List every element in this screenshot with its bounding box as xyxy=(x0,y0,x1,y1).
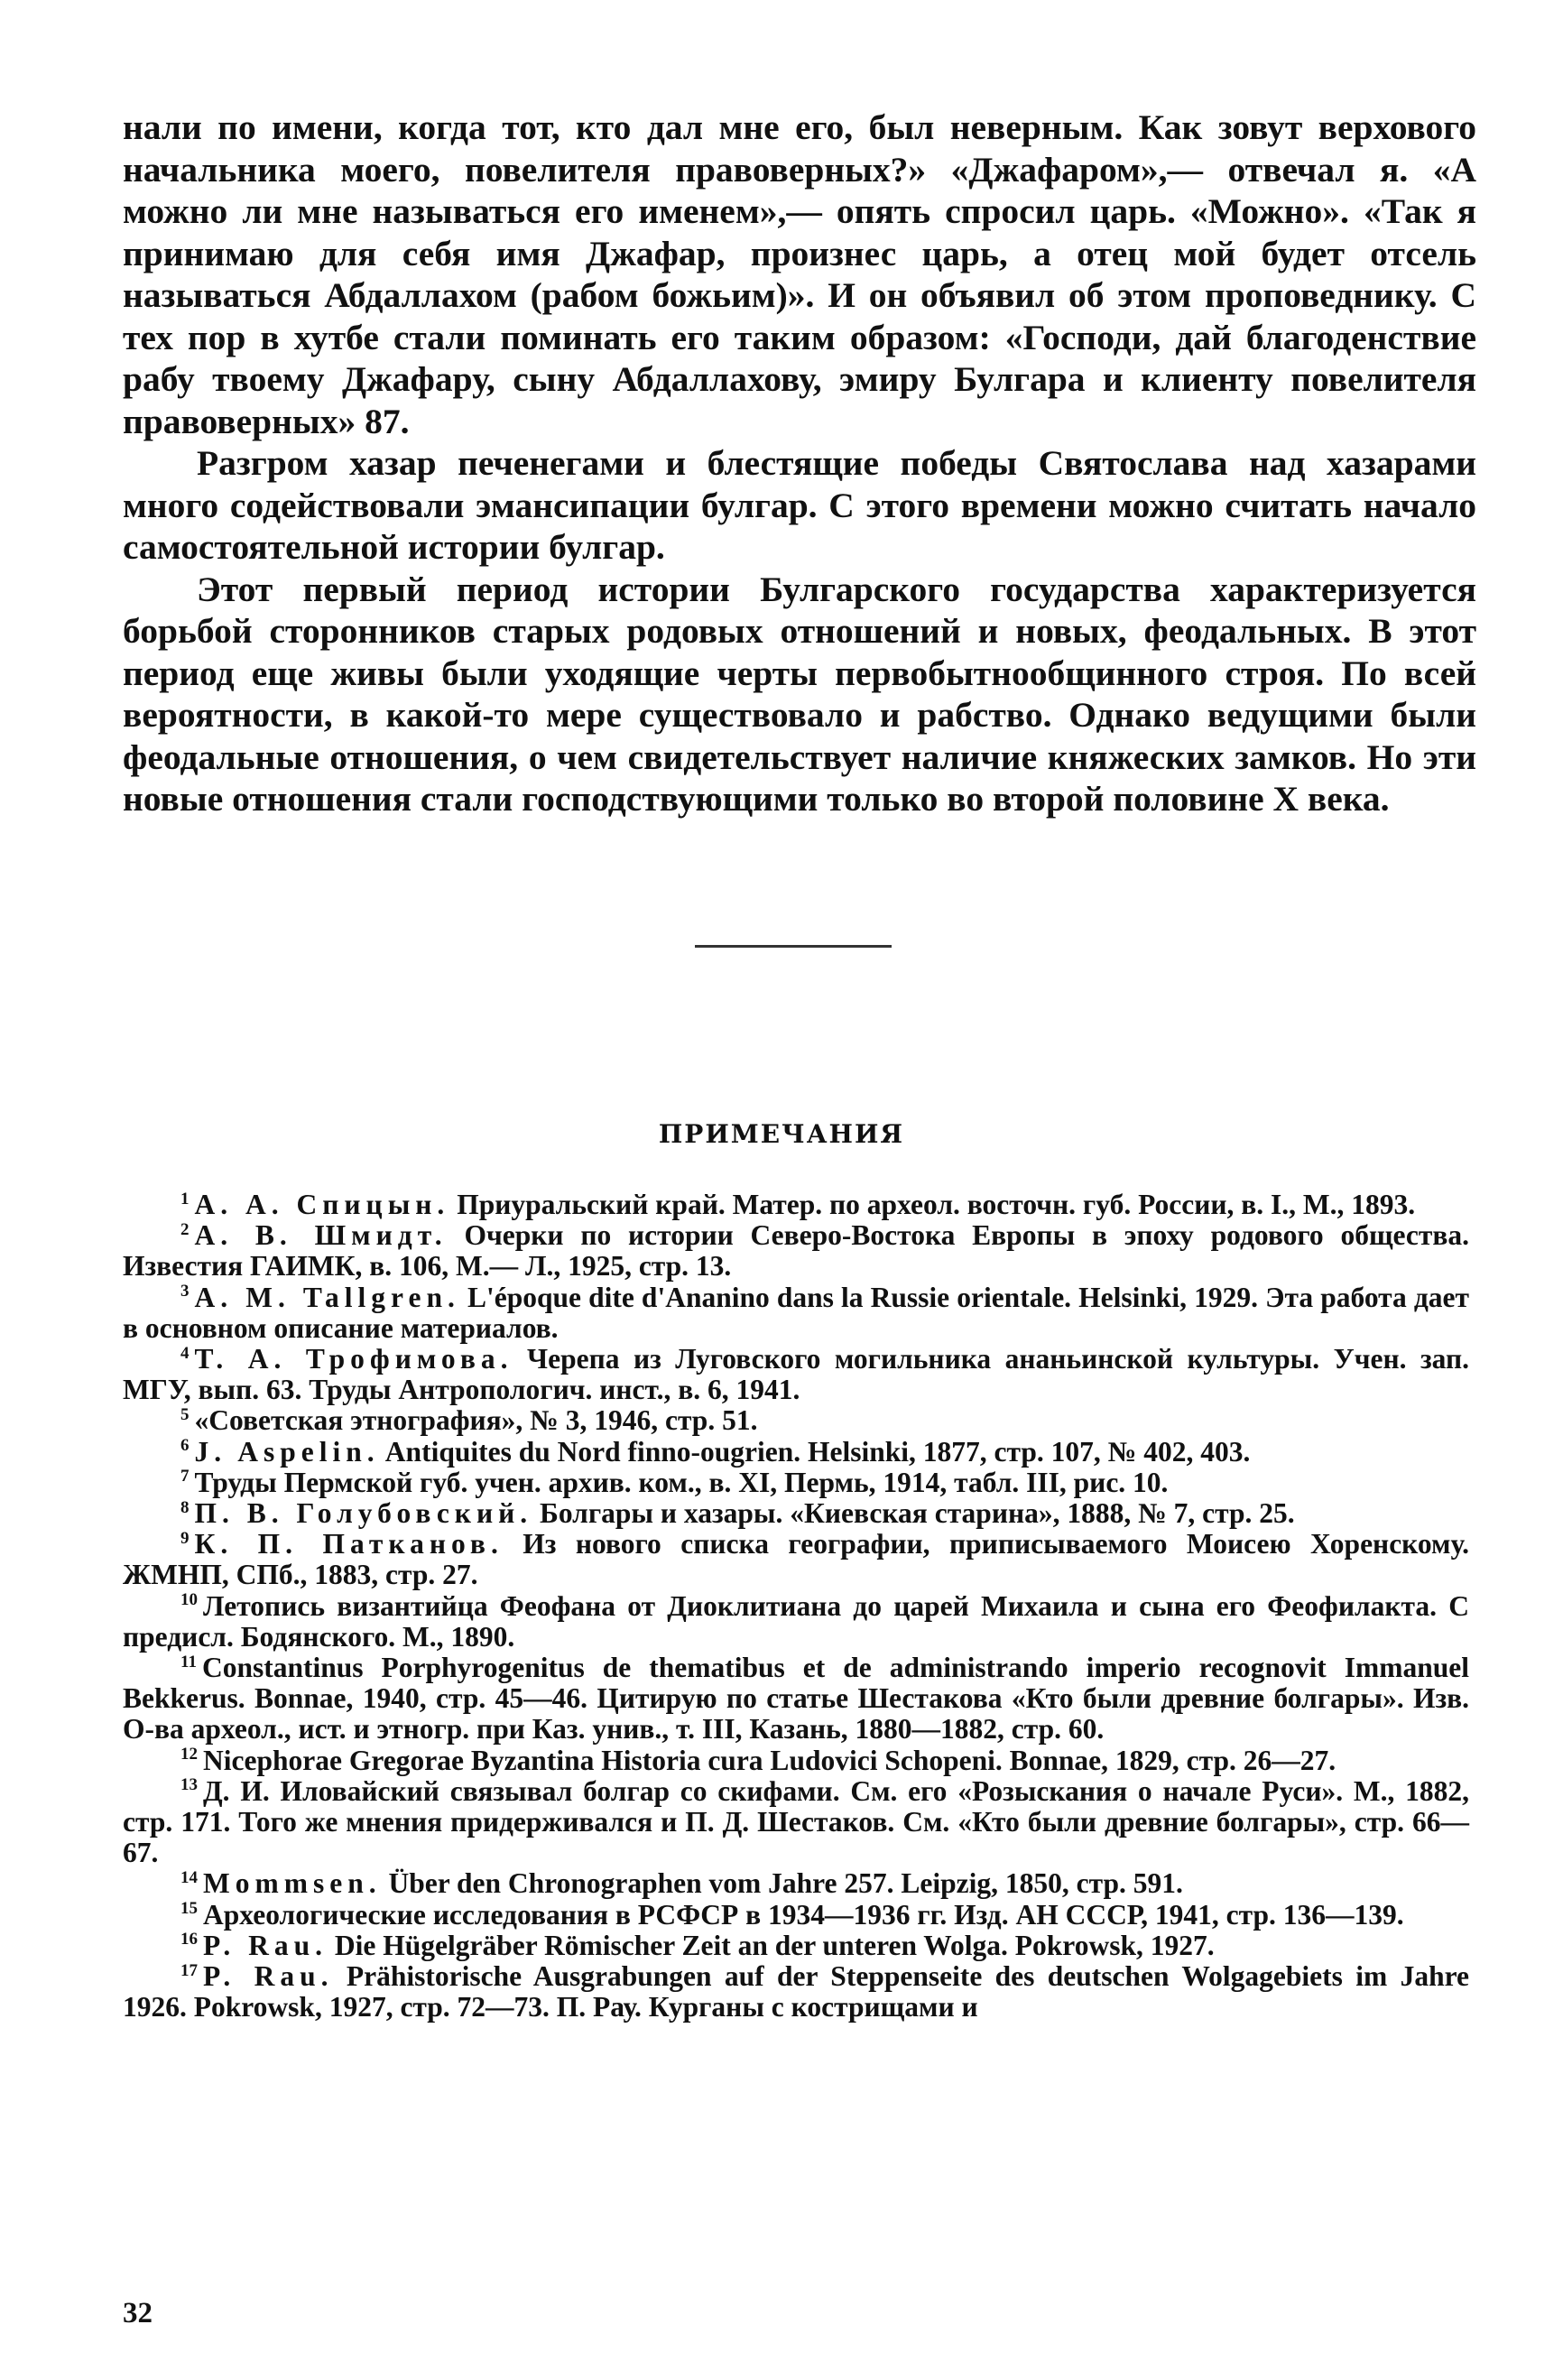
note-text: Труды Пермской губ. учен. архив. ком., в. XI, Пермь, 1914, табл. III, рис. 10. xyxy=(194,1466,1169,1498)
notes-heading: ПРИМЕЧАНИЯ xyxy=(658,1119,905,1149)
note-text: Д. И. Иловайский связывал болгар со скифами. См. его «Розыскания о начале Руси». М., 1882, стр. 171. Того же мнения придерживался и П. Д. Шестаков. См. «Кто были древние болгары», стр. 66—67. xyxy=(123,1774,1469,1869)
note-number: 8 xyxy=(180,1497,190,1517)
section-divider xyxy=(695,945,892,948)
note-author: К. П. Патканов. xyxy=(194,1528,504,1560)
note-text: Приуральский край. Матер. по археол. восточн. губ. России, в. I., М., 1893. xyxy=(449,1189,1416,1220)
note-text: Über den Chronographen vom Jahre 257. Leipzig, 1850, стр. 591. xyxy=(381,1867,1183,1900)
note-item xyxy=(123,1776,1469,1869)
note-number: 4 xyxy=(180,1343,190,1363)
note-text: Из нового списка географии, приписываемого Моисею Хоренскому. ЖМНП, СПб., 1883, стр. 27. xyxy=(123,1528,1469,1591)
main-text xyxy=(123,106,1476,820)
note-item xyxy=(123,1961,1469,2023)
note-item xyxy=(123,1498,1469,1529)
note-item xyxy=(123,1283,1469,1344)
note-item xyxy=(123,1468,1469,1498)
note-item xyxy=(123,1344,1469,1405)
paragraph-3: Этот первый период истории Булгарского государства характеризуется борьбой сторонников старых родовых отношений и новых, феодальных. В этот период еще живы были уходящие черты первобытнообщинного строя. По всей вероятности, в какой-то мере существовало и рабство. Однако ведущими были феодальные отношения, о чем свидетельствует наличие княжеских замков. Но эти новые отношения стали господствующими только во второй половине X века. xyxy=(123,569,1476,819)
note-text: Черепа из Луговского могильника ананьинской культуры. Учен. зап. МГУ, вып. 63. Труды Антропологич. инст., в. 6, 1941. xyxy=(123,1343,1469,1406)
note-author: А. М. Tallgren. xyxy=(194,1281,460,1313)
paragraph-2: Разгром хазар печенегами и блестящие победы Святослава над хазарами много содействовали эмансипации булгар. С этого времени можно считать начало самостоятельной истории булгар. xyxy=(123,443,1476,567)
note-item xyxy=(123,1591,1469,1653)
note-number: 14 xyxy=(180,1867,198,1887)
note-author: J. Aspelin. xyxy=(194,1435,380,1468)
note-number: 10 xyxy=(180,1590,198,1610)
note-number: 15 xyxy=(180,1899,198,1919)
note-item xyxy=(123,1529,1469,1590)
notes-list xyxy=(123,1190,1469,2023)
note-text: Prähistorische Ausgrabungen auf der Steppenseite des deutschen Wolgagebiets im Jahre 1926. Pokrowsk, 1927, стр. 72—73. П. Рау. Курганы с кострищами и xyxy=(123,1960,1469,2023)
note-number: 17 xyxy=(180,1960,198,1980)
note-author: П. В. Голубовский. xyxy=(194,1497,533,1530)
note-item xyxy=(123,1405,1469,1436)
note-number: 11 xyxy=(180,1652,197,1672)
note-author: Mommsen. xyxy=(203,1867,382,1900)
paragraph-1: нали по имени, когда тот, кто дал мне его, был неверным. Как зовут верхового начальника моего, повелителя правоверных?» «Джафаром»,— отвечал я. «А можно ли мне называться его именем»,— опять спросил царь. «Можно». «Так я принимаю для себя имя Джафар, произнес царь, а отец мой будет отсель называться Абдаллахом (рабом божьим)». И он объявил об этом проповеднику. С тех пор в хутбе стали поминать его таким образом: «Господи, дай благоденствие рабу твоему Джафару, сыну Абдаллахову, эмиру Булгара и клиенту повелителя правоверных» 87. xyxy=(123,107,1476,441)
note-text: Die Hügelgräber Römischer Zeit an der unteren Wolga. Pokrowsk, 1927. xyxy=(328,1929,1215,1961)
note-number: 7 xyxy=(180,1467,190,1486)
note-text: «Советская этнография», № 3, 1946, стр. 51. xyxy=(194,1404,758,1437)
note-author: А. А. Спицын. xyxy=(194,1189,450,1220)
note-item xyxy=(123,1746,1469,1776)
note-item xyxy=(123,1868,1469,1899)
note-number: 3 xyxy=(180,1282,190,1301)
note-number: 16 xyxy=(180,1930,198,1949)
note-text: Археологические исследования в РСФСР в 1934—1936 гг. Изд. АН СССР, 1941, стр. 136—139. xyxy=(203,1898,1404,1931)
note-text: Constantinus Porphyrogenitus de thematibus et de administrando imperio recognovit Immanuel Bekkerus. Bonnae, 1940, стр. 45—46. Цитирую по статье Шестакова «Кто были древние болгары». Изв. О-ва археол., ист. и этногр. при Каз. унив., т. III, Казань, 1880—1882, стр. 60. xyxy=(123,1652,1469,1746)
note-number: 6 xyxy=(180,1436,190,1456)
note-number: 9 xyxy=(180,1528,190,1548)
page-number: 32 xyxy=(123,2297,153,2329)
note-number: 2 xyxy=(180,1219,190,1239)
note-item xyxy=(123,1653,1469,1746)
note-item xyxy=(123,1900,1469,1931)
note-author: А. В. Шмидт. xyxy=(194,1219,448,1252)
note-text: Болгары и хазары. «Киевская старина», 1888, № 7, стр. 25. xyxy=(532,1497,1295,1530)
note-text: Летопись византийца Феофана от Диоклитиана до царей Михаила и сына его Феофилакта. С предисл. Бодянского. М., 1890. xyxy=(123,1589,1469,1653)
note-item xyxy=(123,1437,1469,1468)
note-author: P. Rau. xyxy=(203,1960,334,1993)
note-text: Antiquites du Nord finno-ougrien. Helsinki, 1877, стр. 107, № 402, 403. xyxy=(379,1435,1251,1468)
note-item xyxy=(123,1190,1469,1220)
note-text: Nicephorae Gregorae Byzantina Historia cura Ludovici Schopeni. Bonnae, 1829, стр. 26—27. xyxy=(203,1744,1336,1776)
body-text-block xyxy=(123,106,1476,820)
note-text: Очерки по истории Северо-Востока Европы в эпоху родового общества. Известия ГАИМК, в. 106, М.— Л., 1925, стр. 13. xyxy=(123,1219,1469,1283)
note-author: Т. А. Трофимова. xyxy=(194,1343,513,1375)
note-item xyxy=(123,1931,1469,1961)
note-item xyxy=(123,1220,1469,1282)
note-author: P. Rau. xyxy=(203,1929,328,1961)
note-number: 5 xyxy=(180,1404,190,1424)
note-text: L'époque dite d'Ananino dans la Russie orientale. Helsinki, 1929. Эта работа дает в основном описание материалов. xyxy=(123,1281,1469,1344)
note-number: 1 xyxy=(180,1189,190,1209)
note-number: 12 xyxy=(180,1745,198,1764)
note-number: 13 xyxy=(180,1775,198,1795)
